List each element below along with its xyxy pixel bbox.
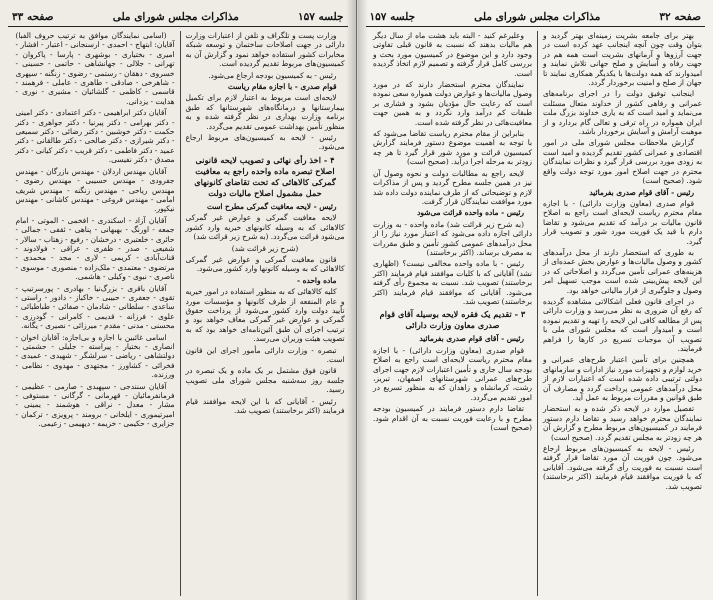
speaker-line: رئیس - آقای قوام صدری بفرمائید (419, 334, 524, 344)
paragraph: رئیس - آقایانی که با این لایحه موافقند قیام فرمایند (اکثر برخاستند) تصویب شد. (185, 396, 345, 415)
session-number: جلسه ۱۵۷ (297, 11, 344, 23)
paragraph: آقایان دکتر ابراهیمی - دکتر اعتمادی - دکتر امینی - دکتر بهرامی - دکتر پیرنیا - دکتر جواهری - دکتر حکمت - دکتر خوشبین - دکتر رضائی - دکتر سمیعی - دکتر شیرازی - دکتر صالحی - دکتر طالقانی - دکتر عمید - دکتر فاطمی - دکتر قریب - دکتر کیانی - دکتر مصدق - دکتر نفیسی. (15, 108, 175, 165)
paragraph: بهتر برای جامعه بشریت زمینه‌ای بهتر گردید و بتوان وقت چون آنچه اینجانب عهد کرده است در جهت آرزوها و آرمانهای بشریت است همه هم در جهت رفاه و آسایش و صلح جهانی تلاش نمایند و امیدوارند که همه دولت‌ها با یکدیگر همکاری نمایند تا جهان از صلح و امنیت برخوردار گردد. (543, 31, 702, 88)
paragraph: قوام صدری (معاون وزارت دارائی) - با اجازه مقام محترم ریاست لایحه‌ای است راجع به اصلاح قانون مالیات بر درآمد که تقدیم می‌شود و تقاضا دارم با قید یک فوریت مورد شور و تصویب قرار گیرد. (543, 198, 702, 246)
book-gutter (356, 0, 357, 600)
text-column (540, 31, 705, 596)
page-number: صفحه ۳۳ (12, 11, 54, 23)
paragraph: کلیه کالاهائی که به منظور استفاده در امور خیریه و عام المنفعه از طرف کانونها و مؤسسات مورد تأیید دولت وارد کشور می‌شود از پرداخت حقوق گمرکی و عوارض غیر گمرکی معاف خواهد بود و ترتیب اجرای آن طبق آئین‌نامه‌ای خواهد بود که به تصویب هیئت وزیران می‌رسد. (185, 287, 345, 344)
speaker-line: رئیس - آقای قوام صدری بفرمائید (589, 187, 694, 197)
paragraph: رئیس - لایحه به کمیسیون‌های مربوط ارجاع می‌شود. چون فوریت آن مورد تقاضا قرار گرفته است نسبت به فوریت رأی گرفته می‌شود. آقایانی که با فوریت موافقند قیام فرمایند (اکثر برخاستند) تصویب شد. (543, 444, 702, 491)
section-heading: ۳ - تقدیم یک فقره لایحه بوسیله آقای قوام صدری معاون وزارت دارائی (379, 309, 526, 331)
paragraph: تقاضا دارم دستور فرمایند در کمیسیون بودجه مطرح و با رعایت فوریت نسبت به آن اقدام شود. (صحیح است) (373, 404, 532, 433)
paragraph: لایحه معافیت گمرکی و عوارض غیر گمرکی کالاهائی که به وسیله کانونهای خیریه وارد کشور می‌شود قرائت می‌گردد. (به شرح زیر قرائت شد) (185, 213, 345, 242)
session-number: جلسه ۱۵۷ (369, 11, 416, 23)
page-right (358, 0, 713, 600)
publication-title: مذاکرات مجلس شورای ملی (474, 11, 601, 23)
paragraph: (اسامی نمایندگان موافق به ترتیب حروف الفبا) آقایان: ابتهاج - احمدی - ارسنجانی - اعتبار - افشار - امیری - بختیاری - بوشهری - پارسا - پاکروان - تهرانی - جلالی - جهانشاهی - حاتمی - حسینی - خسروی - دهقان - رستمی - رضوی - زنگنه - سپهری - شاهرخی - صادقی - طاهری - عاملی - فرهمند - قاسمی - کاظمی - گلشائیان - مشیری - نوری - هدایت - یزدانی. (15, 31, 175, 106)
speaker-line: ماده واحده - (296, 275, 337, 285)
columns-right-page (366, 31, 706, 596)
paragraph: لایحه‌ای است مربوط به اعتبار لازم برای تکمیل بیمارستانها و درمانگاه‌های شهرستانها که طبق برنامه وزارت بهداری در نظر گرفته شده و به منظور تأمین بهداشت عمومی تقدیم می‌گردد. (185, 93, 345, 131)
speaker-line: رئیس - لایحه معافیت گمرکی مطرح است (206, 201, 337, 211)
paragraph: تبصره - وزارت دارائی مأمور اجرای این قانون است. (185, 345, 345, 364)
paragraph: همچنین برای تأمین اعتبار طرح‌های عمرانی و خرید لوازم و تجهیزات مورد نیاز ادارات و سازمانهای دولتی ترتیبی داده شده است که اعتبارات لازم از محل درآمدهای عمومی پرداخت گردد و مصارف آن طبق قوانین و مقررات مربوط به عمل آید. (543, 355, 702, 403)
paragraph: آقایان سنندجی - سپهبدی - صارمی - عظیمی - فرمانفرمائیان - قهرمانی - گرگانی - مستوفی - مشار - معدل - نراقی - هوشمند - یمینی - امیرتیموری - ایلخانی - برومند - پرویزی - ترکمان - جزایری - حکیمی - خزیمه - دیهیمی - زعیمی. (15, 381, 175, 429)
page-header-right (366, 8, 706, 27)
paragraph: در اجرای قانون فعلی اشکالاتی مشاهده گردیده که رفع آن ضروری به نظر می‌رسد و وزارت دارائی پس از مطالعه کافی این لایحه را تهیه و تقدیم نموده است و امیدوار است که مجلس شورای ملی با تصویب آن موجبات تسریع در کارها را فراهم فرمایند. (543, 296, 702, 353)
section-heading: ۴ - اخذ رأی نهائی و تصویب لایحه قانونی اصلاح تبصره ماده واحده راجع به معافیت گمرکی کالاهائی که تحت تقاضای کانونهای حمل مشمول اصلاح مالیات دولت (194, 154, 336, 198)
paragraph: رئیس - به کمیسیون بودجه ارجاع می‌شود. (208, 70, 337, 80)
paragraph: رئیس - با ماده واحده مخالفی نیست؟ (اظهاری نشد) آقایانی که با کلیات موافقند قیام فرمایند (اکثر برخاستند) تصویب شد. نسبت به مجموع رأی گرفته می‌شود. آقایانی که موافقند قیام فرمایند (اکثر برخاستند) تصویب شد. (373, 259, 532, 306)
paragraph: آقایان آزاد - اسکندری - افخمی - الموتی - امام جمعه - اورنگ - بهبهانی - پناهی - ثقفی - جمالی - حائری - خلعتبری - درخشان - رفیع - زهتاب - سالار - شفیعی - صدر - ظفری - عراقی - فولادوند - قنات‌آبادی - کریمی - لاری - مجد - محمدی - مرتضوی - معتمدی - ملک‌زاده - منصوری - موسوی - ناصری - نبوی - وکیلی - هاشمی. (15, 215, 175, 282)
paragraph: لایحه راجع به مطالبات دولت و نحوه وصول آن نیز در همین جلسه مطرح گردید و پس از مذاکرات لازم و توضیحاتی که از طرف نماینده دولت داده شد مورد موافقت نمایندگان قرار گرفت. (373, 168, 532, 206)
paragraph: وعلیرغم کنید - البته باید هشت ماه از سال دیگر هم مالیات بدهند که نسبت به قانون قبلی تفاوتی وجود دارد و این موضوع در کمیسیون مورد بحث و بررسی کامل قرار گرفته و تصمیم لازم اتخاذ گردیده است. (373, 31, 532, 78)
speaker-line: رئیس - ماده واحده قرائت می‌شود (417, 208, 524, 218)
paragraph: تفصیل موارد در لایحه ذکر شده و به استحضار نمایندگان محترم خواهد رسید و تقاضا دارم دستور فرمایند در کمیسیون‌های مربوط مطرح و گزارش آن هر چه زودتر به مجلس تقدیم گردد. (صحیح است) (543, 404, 702, 442)
text-column (13, 31, 178, 596)
page-header-left (8, 8, 348, 27)
text-column (183, 31, 348, 596)
paragraph: آقایان باقری - بزرگ‌نیا - بهادری - پورسرتیپ - تقوی - جعفری - حبیبی - خاکباز - دادور - راستی - ساعدی - سلطانی - شادمان - صفائی - طباطبائی - علوی - فرزانه - قدیمی - کامرانی - گودرزی - محسنی - مدنی - مقدم - میرزائی - نصیری - یگانه. (15, 283, 175, 331)
paragraph: (به شرح زیر قرائت شد) ماده واحده - به وزارت دارائی اجازه داده می‌شود که اعتبار مورد نیاز را از محل درآمدهای عمومی کشور تأمین و طبق مقررات به مصرف برساند. (اکثر برخاستند) (373, 219, 532, 257)
paragraph: اسامی غائبین با اجازه و بی‌اجازه: آقایان اخوان - انصاری - بختیار - پیراسته - جلیلی - حشمتی - دولتشاهی - ریاضی - سرلشگر - شهیدی - عمیدی - فخرائی - کشاورز - مجتهدی - مهدوی - نظامی - ورزنده. (15, 332, 175, 380)
paragraph: وزارت پست و تلگراف و تلفن از اعتبارات وزارت دارائی در جهت اصلاحات ساختمان و توسعه شبکه مخابرات کشور استفاده خواهد نمود و گزارش آن به کمیسیون‌های مربوط تقدیم گردیده است. (185, 31, 345, 69)
columns-left-page (8, 31, 348, 596)
publication-title: مذاکرات مجلس شورای ملی (112, 11, 239, 23)
centered-note: (شرح زیر قرائت شد) (231, 243, 299, 253)
paragraph: قوام صدری (معاون وزارت دارائی) - با اجازه مقام محترم ریاست لایحه‌ای است راجع به اصلاح بودجه سال جاری و تأمین اعتبارات لازم جهت اجرای طرح‌های عمرانی شهرستانهای اصفهان، تبریز، رشت، کرمانشاه و زاهدان که به منظور تسریع در امور تقدیم می‌گردد. (373, 345, 532, 402)
paragraph: رئیس - لایحه به کمیسیون‌های مربوط ارجاع می‌شود. (185, 133, 345, 152)
text-column (370, 31, 535, 596)
paragraph: قانون فوق مشتمل بر یک ماده و یک تبصره در جلسه روز سه‌شنبه مجلس شورای ملی تصویب رسید. (185, 366, 345, 395)
paragraph: به طوری که استحضار دارند از محل درآمدهای کشور و وصول مالیات‌ها و عوارض بخش عمده‌ای از هزینه‌های عمرانی تأمین می‌گردد و اصلاحاتی که در این لایحه پیش‌بینی شده است موجب تسهیل امر وصول و جلوگیری از فرار مالیاتی خواهد بود. (543, 247, 702, 295)
paragraph: قانون معافیت گمرکی و عوارض غیر گمرکی کالاهائی که به وسیله کانونها وارد کشور می‌شود. (185, 254, 345, 274)
paragraph: نمایندگان محترم استحضار دارند که در مورد وصول مالیات‌ها و عوارض دولت همواره سعی نموده است که رعایت حال مؤدیان بشود و فشاری بر طبقات کم درآمد وارد نگردد و به همین جهت معافیت‌هائی در نظر گرفته شده است. (373, 80, 532, 127)
column-divider (537, 31, 538, 596)
paragraph: گزارش ملاحظات مجلس شورای ملی در امور اقتصادی و عمرانی کشور تقدیم گردیده و امید است به زودی مورد بررسی قرار گیرد و نظرات نمایندگان محترم در جهت اصلاح امور مورد توجه دولت واقع شود. (صحیح است) (543, 138, 702, 186)
speaker-line: قوام صدری - با اجازه مقام ریاست (228, 82, 337, 92)
page-number: صفحه ۳۲ (659, 11, 701, 23)
paragraph: اینجانب توفیق دولت را در اجرای برنامه‌های عمرانی و رفاهی کشور از خداوند متعال مسئلت می‌نماید و امید است که به یاری خداوند بزرگ ملت ایران همواره در راه ترقی و تعالی گام بردارد و از موهبت آرامش و آسایش برخوردار باشد. (543, 89, 702, 137)
page-left (0, 0, 356, 600)
paragraph: بنابراین از مقام محترم ریاست تقاضا می‌شود که با توجه به اهمیت موضوع دستور فرمایند گزارش کمیسیون قرائت و مورد شور قرار گیرد تا هر چه زودتر به مرحله اجرا درآید. (صحیح است) (373, 129, 532, 167)
paragraph: آقایان مهندس اردلان - مهندس بازرگان - مهندس جفرودی - مهندس حسیبی - مهندس رضوی - مهندس ریاحی - مهندس زنگنه - مهندس شریف امامی - مهندس فروغی - مهندس کاشانی - مهندس نیکپور. (15, 166, 175, 214)
column-divider (180, 31, 181, 596)
